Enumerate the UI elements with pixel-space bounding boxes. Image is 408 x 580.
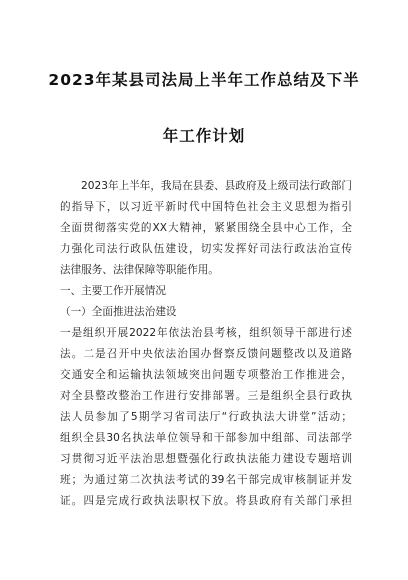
paragraph-line: 对全县整改整治工作进行安排部署。三是组织全县行政执: [60, 390, 352, 402]
paragraph-line: 全面贯彻落实党的XX大精神，紧紧围绕全县中心工作，全: [60, 222, 352, 234]
paragraph-line: 力强化司法行政队伍建设，切实发挥好司法行政法治宣传: [60, 243, 352, 255]
paragraph-line: 一是组织开展2022年依法治县考核，组织领导干部进行述: [60, 327, 352, 339]
paragraph-line: 交通安全和运输执法领域突出问题专项整治工作推进会，: [60, 369, 352, 381]
paragraph-line: 证。四是完成行政执法职权下放。将县政府有关部门承担: [60, 495, 352, 507]
paragraph-line: 法律服务、法律保障等职能作用。: [60, 264, 219, 276]
paragraph-line: 法人员参加了5期学习省司法厅“行政执法大讲堂”活动；: [60, 411, 352, 423]
paragraph-line: 的指导下，以习近平新时代中国特色社会主义思想为指引: [60, 201, 352, 213]
paragraph-line: 2023年上半年，我局在县委、县政府及上级司法行政部门: [81, 180, 352, 192]
document-body: [60, 176, 352, 512]
document-title-line-2: 年工作计划: [162, 127, 246, 145]
document-title-line-1: 2023年某县司法局上半年工作总结及下半: [48, 71, 360, 89]
paragraph-line: 法。二是召开中央依法治国办督察反馈问题整改以及道路: [60, 348, 352, 360]
subsection-heading: （一）全面推进法治建设: [60, 306, 177, 318]
paragraph-line: 组织全县30名执法单位领导和干部参加中组部、司法部学: [60, 432, 352, 444]
section-heading: 一、主要工作开展情况: [60, 285, 166, 297]
paragraph-line: 班；为通过第二次执法考试的39名干部完成审核制证并发: [60, 474, 352, 486]
paragraph-line: 习贯彻习近平法治思想暨强化行政执法能力建设专题培训: [60, 453, 352, 465]
